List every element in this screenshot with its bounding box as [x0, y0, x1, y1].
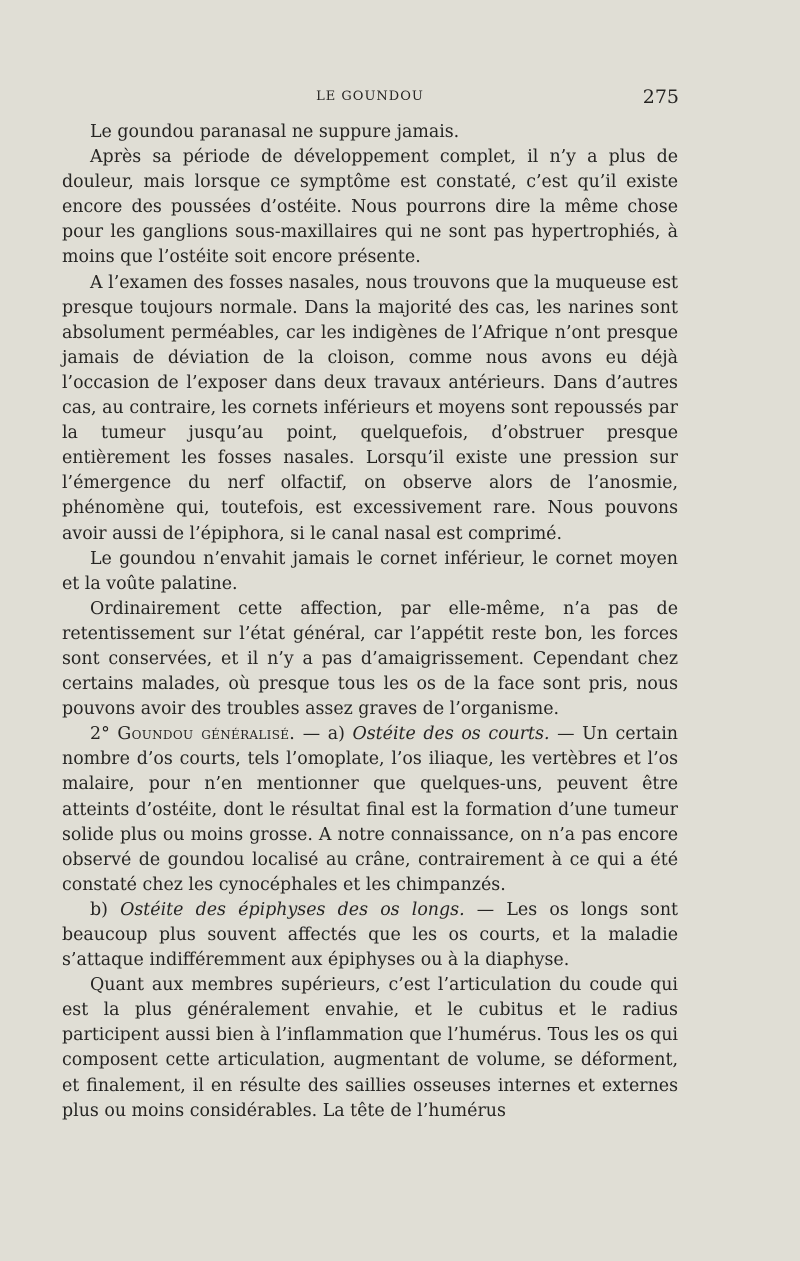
subsection-marker: b) — [90, 899, 121, 920]
paragraph: Le goundou paranasal ne suppure jamais. — [90, 122, 460, 142]
paragraph: Quant aux membres supérieurs, c’est l’articulation du coude qui est la plus généralement envahie, et le cubitus et le radius participent aussi bien à l’inflammation que l’humérus. Tous les os qui composent cette articulation, augmentant de volume, se déforment, et finalement, il en résulte des saillies osseuses internes et externes plus ou moins considérables. La tête de l’humérus — [62, 975, 678, 1121]
running-title: LE GOUNDOU — [316, 89, 424, 104]
section-number: 2° — [90, 724, 118, 745]
subsection-paragraph — [62, 898, 678, 973]
paragraph: Après sa période de développement complet, il n’y a plus de douleur, mais lorsque ce symptôme est constaté, c’est qu’il existe encore des poussées d’ostéite. Nous pourrons dire la même chose pour les ganglions sous-maxillaires qui ne sont pas hypertrophiés, à moins que l’ostéite soit encore présente. — [62, 147, 678, 268]
section-paragraph — [62, 722, 678, 898]
page-header — [62, 86, 678, 108]
subsection-heading: Ostéite des épiphyses des os longs. — [120, 899, 465, 920]
paragraph: A l’examen des fosses nasales, nous trouvons que la muqueuse est presque toujours normale. Dans la majorité des cas, les narines sont absolument perméables, car les indigènes de l’Afrique n’ont presque jamais de déviation de la cloison, comme nous avons eu déjà l’occasion de l’exposer dans deux travaux antérieurs. Dans d’autres cas, au contraire, les cornets inférieurs et moyens sont repoussés par la tumeur jusqu’au point, quelquefois, d’obstruer presque entièrement les fosses nasales. Lorsqu’il existe une pression sur l’émergence du nerf olfactif, on observe alors de l’anosmie, phénomène qui, toutefois, est excessivement rare. Nous pouvons avoir aussi de l’épiphora, si le canal nasal est comprimé. — [62, 272, 678, 544]
paragraph: Le goundou n’envahit jamais le cornet inférieur, le cornet moyen et la voûte palatine. — [62, 548, 678, 594]
section-heading: Goundou généralisé. — [117, 724, 296, 745]
body-text — [62, 120, 678, 1124]
paragraph-text: — Les os longs sont beaucoup plus souvent affectés que les os courts, et la maladie s’attaque indifféremment aux épiphyses ou à la diaphyse. — [62, 899, 679, 971]
paragraph-text: — Un certain nombre d’os courts, tels l’omoplate, l’os iliaque, les vertèbres et l’os malaire, pour n’en mentionner que quelques-uns, peuvent être atteints d’ostéite, dont le résultat final est la formation d’une tumeur solide plus ou moins grosse. A notre connaissance, on n’a pas encore observé de goundou localisé au crâne, contrairement à ce qui a été constaté chez les cynocéphales et les chimpanzés. — [62, 724, 679, 895]
paragraph: Ordinairement cette affection, par elle-même, n’a pas de retentissement sur l’état général, car l’appétit reste bon, les forces sont conservées, et il n’y a pas d’amaigrissement. Cependant chez certains malades, où presque tous les os de la face sont pris, nous pouvons avoir des troubles assez graves de l’organisme. — [62, 598, 678, 720]
page-number: 275 — [642, 86, 679, 108]
subsection-marker: — a) — [295, 724, 353, 745]
subsection-heading: Ostéite des os courts. — [352, 724, 550, 745]
